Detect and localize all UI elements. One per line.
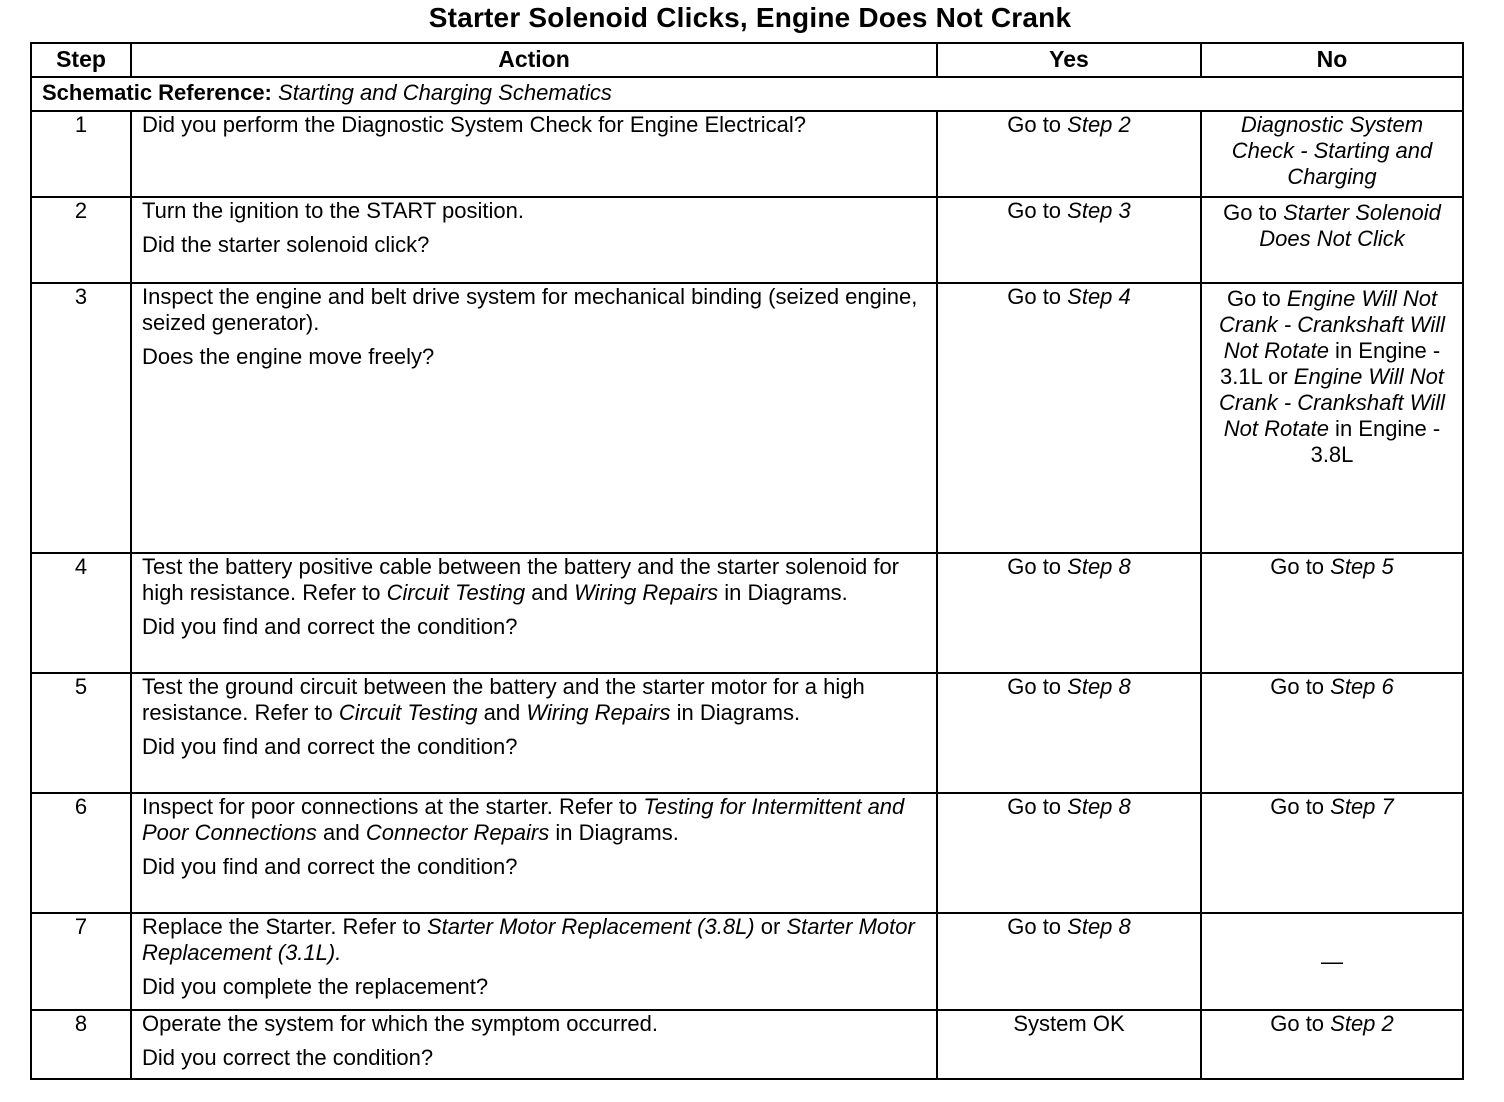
yes-text: Go to — [1007, 112, 1068, 137]
header-action: Action — [131, 43, 937, 77]
step-number: 4 — [31, 553, 131, 673]
schematic-reference — [31, 77, 1463, 111]
no-cell — [1201, 553, 1463, 673]
no-text: Go to — [1270, 1011, 1331, 1036]
step-number: 6 — [31, 793, 131, 913]
action-text: in Diagrams. — [670, 700, 801, 725]
action-paragraph — [142, 1045, 926, 1071]
step-number: 8 — [31, 1010, 131, 1079]
yes-text: Step 8 — [1067, 554, 1131, 579]
action-text: and — [477, 700, 527, 725]
action-cell — [131, 673, 937, 793]
page-title: Starter Solenoid Clicks, Engine Does Not Crank — [428, 2, 1072, 33]
yes-cell — [937, 673, 1201, 793]
no-text: Step 5 — [1330, 554, 1394, 579]
action-paragraph — [142, 854, 926, 880]
action-paragraph — [142, 284, 926, 336]
step-number: 5 — [31, 673, 131, 793]
schematic-reference-label: Schematic Reference: — [42, 80, 272, 105]
action-text: in Diagrams. — [549, 820, 679, 845]
action-text: Replace the Starter. Refer to — [142, 914, 427, 939]
table-row — [31, 197, 1463, 283]
action-paragraph — [142, 614, 926, 640]
action-paragraph — [142, 674, 926, 726]
action-text: Circuit Testing — [386, 580, 526, 605]
yes-cell — [937, 197, 1201, 283]
schematic-reference-link: Starting and Charging Schematics — [278, 80, 612, 105]
action-cell — [131, 553, 937, 673]
action-text: Inspect the engine and belt drive system for mechanical binding (seized engine, seized generator). — [142, 284, 918, 335]
no-text: Go to — [1226, 286, 1287, 311]
action-cell — [131, 913, 937, 1010]
action-text: Test the ground circuit between the battery and the starter motor for a high resistance. Refer to — [142, 674, 865, 725]
action-paragraph — [142, 112, 926, 138]
yes-text: Step 3 — [1067, 198, 1131, 223]
action-text: or — [754, 914, 787, 939]
yes-text: Go to — [1007, 914, 1068, 939]
action-text: Did you find and correct the condition? — [142, 854, 518, 879]
action-text: and — [525, 580, 575, 605]
action-text: Wiring Repairs — [526, 700, 671, 725]
yes-cell — [937, 793, 1201, 913]
yes-text: Step 4 — [1067, 284, 1131, 309]
header-yes: Yes — [937, 43, 1201, 77]
action-text: Did you complete the replacement? — [142, 974, 489, 999]
action-text: Inspect for poor connections at the starter. Refer to — [142, 794, 644, 819]
no-text: Starter Solenoid Does Not Click — [1259, 200, 1441, 251]
action-text: Connector Repairs — [365, 820, 550, 845]
no-cell — [1201, 793, 1463, 913]
action-paragraph — [142, 198, 926, 224]
yes-text: Step 8 — [1067, 674, 1131, 699]
yes-text: System OK — [1013, 1011, 1125, 1036]
table-row — [31, 673, 1463, 793]
action-text: Did you perform the Diagnostic System Check for Engine Electrical? — [142, 112, 806, 137]
step-number: 7 — [31, 913, 131, 1010]
no-text: Go to — [1270, 674, 1331, 699]
action-text: and — [316, 820, 366, 845]
action-text: Did the starter solenoid click? — [142, 232, 430, 257]
action-text: Starter Motor Replacement (3.1L). — [142, 914, 915, 965]
yes-cell — [937, 283, 1201, 553]
yes-text: Step 8 — [1067, 914, 1131, 939]
action-paragraph — [142, 232, 926, 258]
no-text: Step 2 — [1330, 1011, 1394, 1036]
yes-text: Go to — [1007, 794, 1068, 819]
schematic-reference-row — [31, 77, 1463, 111]
action-text: Does the engine move freely? — [142, 344, 435, 369]
no-text: in Engine - 3.1L or — [1220, 338, 1441, 389]
step-number: 2 — [31, 197, 131, 283]
action-text: Testing for Intermittent and Poor Connections — [142, 794, 905, 845]
yes-text: Step 2 — [1067, 112, 1131, 137]
no-text: Go to — [1270, 554, 1331, 579]
table-row — [31, 913, 1463, 1010]
yes-text: Step 8 — [1067, 794, 1131, 819]
action-text: Did you correct the condition? — [142, 1045, 434, 1070]
no-text: Diagnostic System Check - Starting and Charging — [1231, 112, 1433, 189]
action-text: in Diagrams. — [718, 580, 848, 605]
action-cell — [131, 111, 937, 197]
yes-cell — [937, 913, 1201, 1010]
action-paragraph — [142, 914, 926, 966]
no-text: Engine Will Not Crank - Crankshaft Will Not Rotate — [1219, 364, 1445, 441]
action-text: Circuit Testing — [338, 700, 478, 725]
no-cell — [1201, 111, 1463, 197]
diagnostic-table — [30, 42, 1464, 1080]
no-cell — [1201, 1010, 1463, 1079]
header-step: Step — [31, 43, 131, 77]
no-text: — — [1321, 948, 1343, 974]
no-cell — [1201, 283, 1463, 553]
action-text: Operate the system for which the symptom occurred. — [142, 1011, 658, 1036]
action-cell — [131, 1010, 937, 1079]
table-row — [31, 283, 1463, 553]
yes-cell — [937, 111, 1201, 197]
yes-text: Go to — [1007, 198, 1068, 223]
yes-text: Go to — [1007, 674, 1068, 699]
action-paragraph — [142, 974, 926, 1000]
table-row — [31, 553, 1463, 673]
action-cell — [131, 197, 937, 283]
step-number: 1 — [31, 111, 131, 197]
yes-text: Go to — [1007, 554, 1068, 579]
table-body — [31, 77, 1463, 1079]
action-text: Starter Motor Replacement (3.8L) — [426, 914, 755, 939]
no-text: in Engine - 3.8L — [1310, 416, 1441, 467]
action-paragraph — [142, 734, 926, 760]
no-cell — [1201, 197, 1463, 283]
yes-text: Go to — [1007, 284, 1068, 309]
table-row — [31, 111, 1463, 197]
yes-cell — [937, 1010, 1201, 1079]
action-text: Wiring Repairs — [574, 580, 719, 605]
action-paragraph — [142, 794, 926, 846]
action-cell — [131, 793, 937, 913]
no-text: Step 6 — [1330, 674, 1394, 699]
step-number: 3 — [31, 283, 131, 553]
action-text: Did you find and correct the condition? — [142, 614, 518, 639]
action-cell — [131, 283, 937, 553]
no-cell — [1201, 673, 1463, 793]
no-text: Engine Will Not Crank - Crankshaft Will Not Rotate — [1219, 286, 1445, 363]
header-row — [31, 43, 1463, 77]
header-no: No — [1201, 43, 1463, 77]
table-row — [31, 1010, 1463, 1079]
table-row — [31, 793, 1463, 913]
action-paragraph — [142, 554, 926, 606]
action-text: Turn the ignition to the START position. — [142, 198, 524, 223]
yes-cell — [937, 553, 1201, 673]
no-text: Go to — [1270, 794, 1331, 819]
action-paragraph — [142, 344, 926, 370]
action-text: Did you find and correct the condition? — [142, 734, 518, 759]
action-paragraph — [142, 1011, 926, 1037]
action-text: Test the battery positive cable between the battery and the starter solenoid for high resistance. Refer to — [142, 554, 900, 605]
no-cell — [1201, 913, 1463, 1010]
no-text: Go to — [1223, 200, 1284, 225]
no-text: Step 7 — [1330, 794, 1394, 819]
